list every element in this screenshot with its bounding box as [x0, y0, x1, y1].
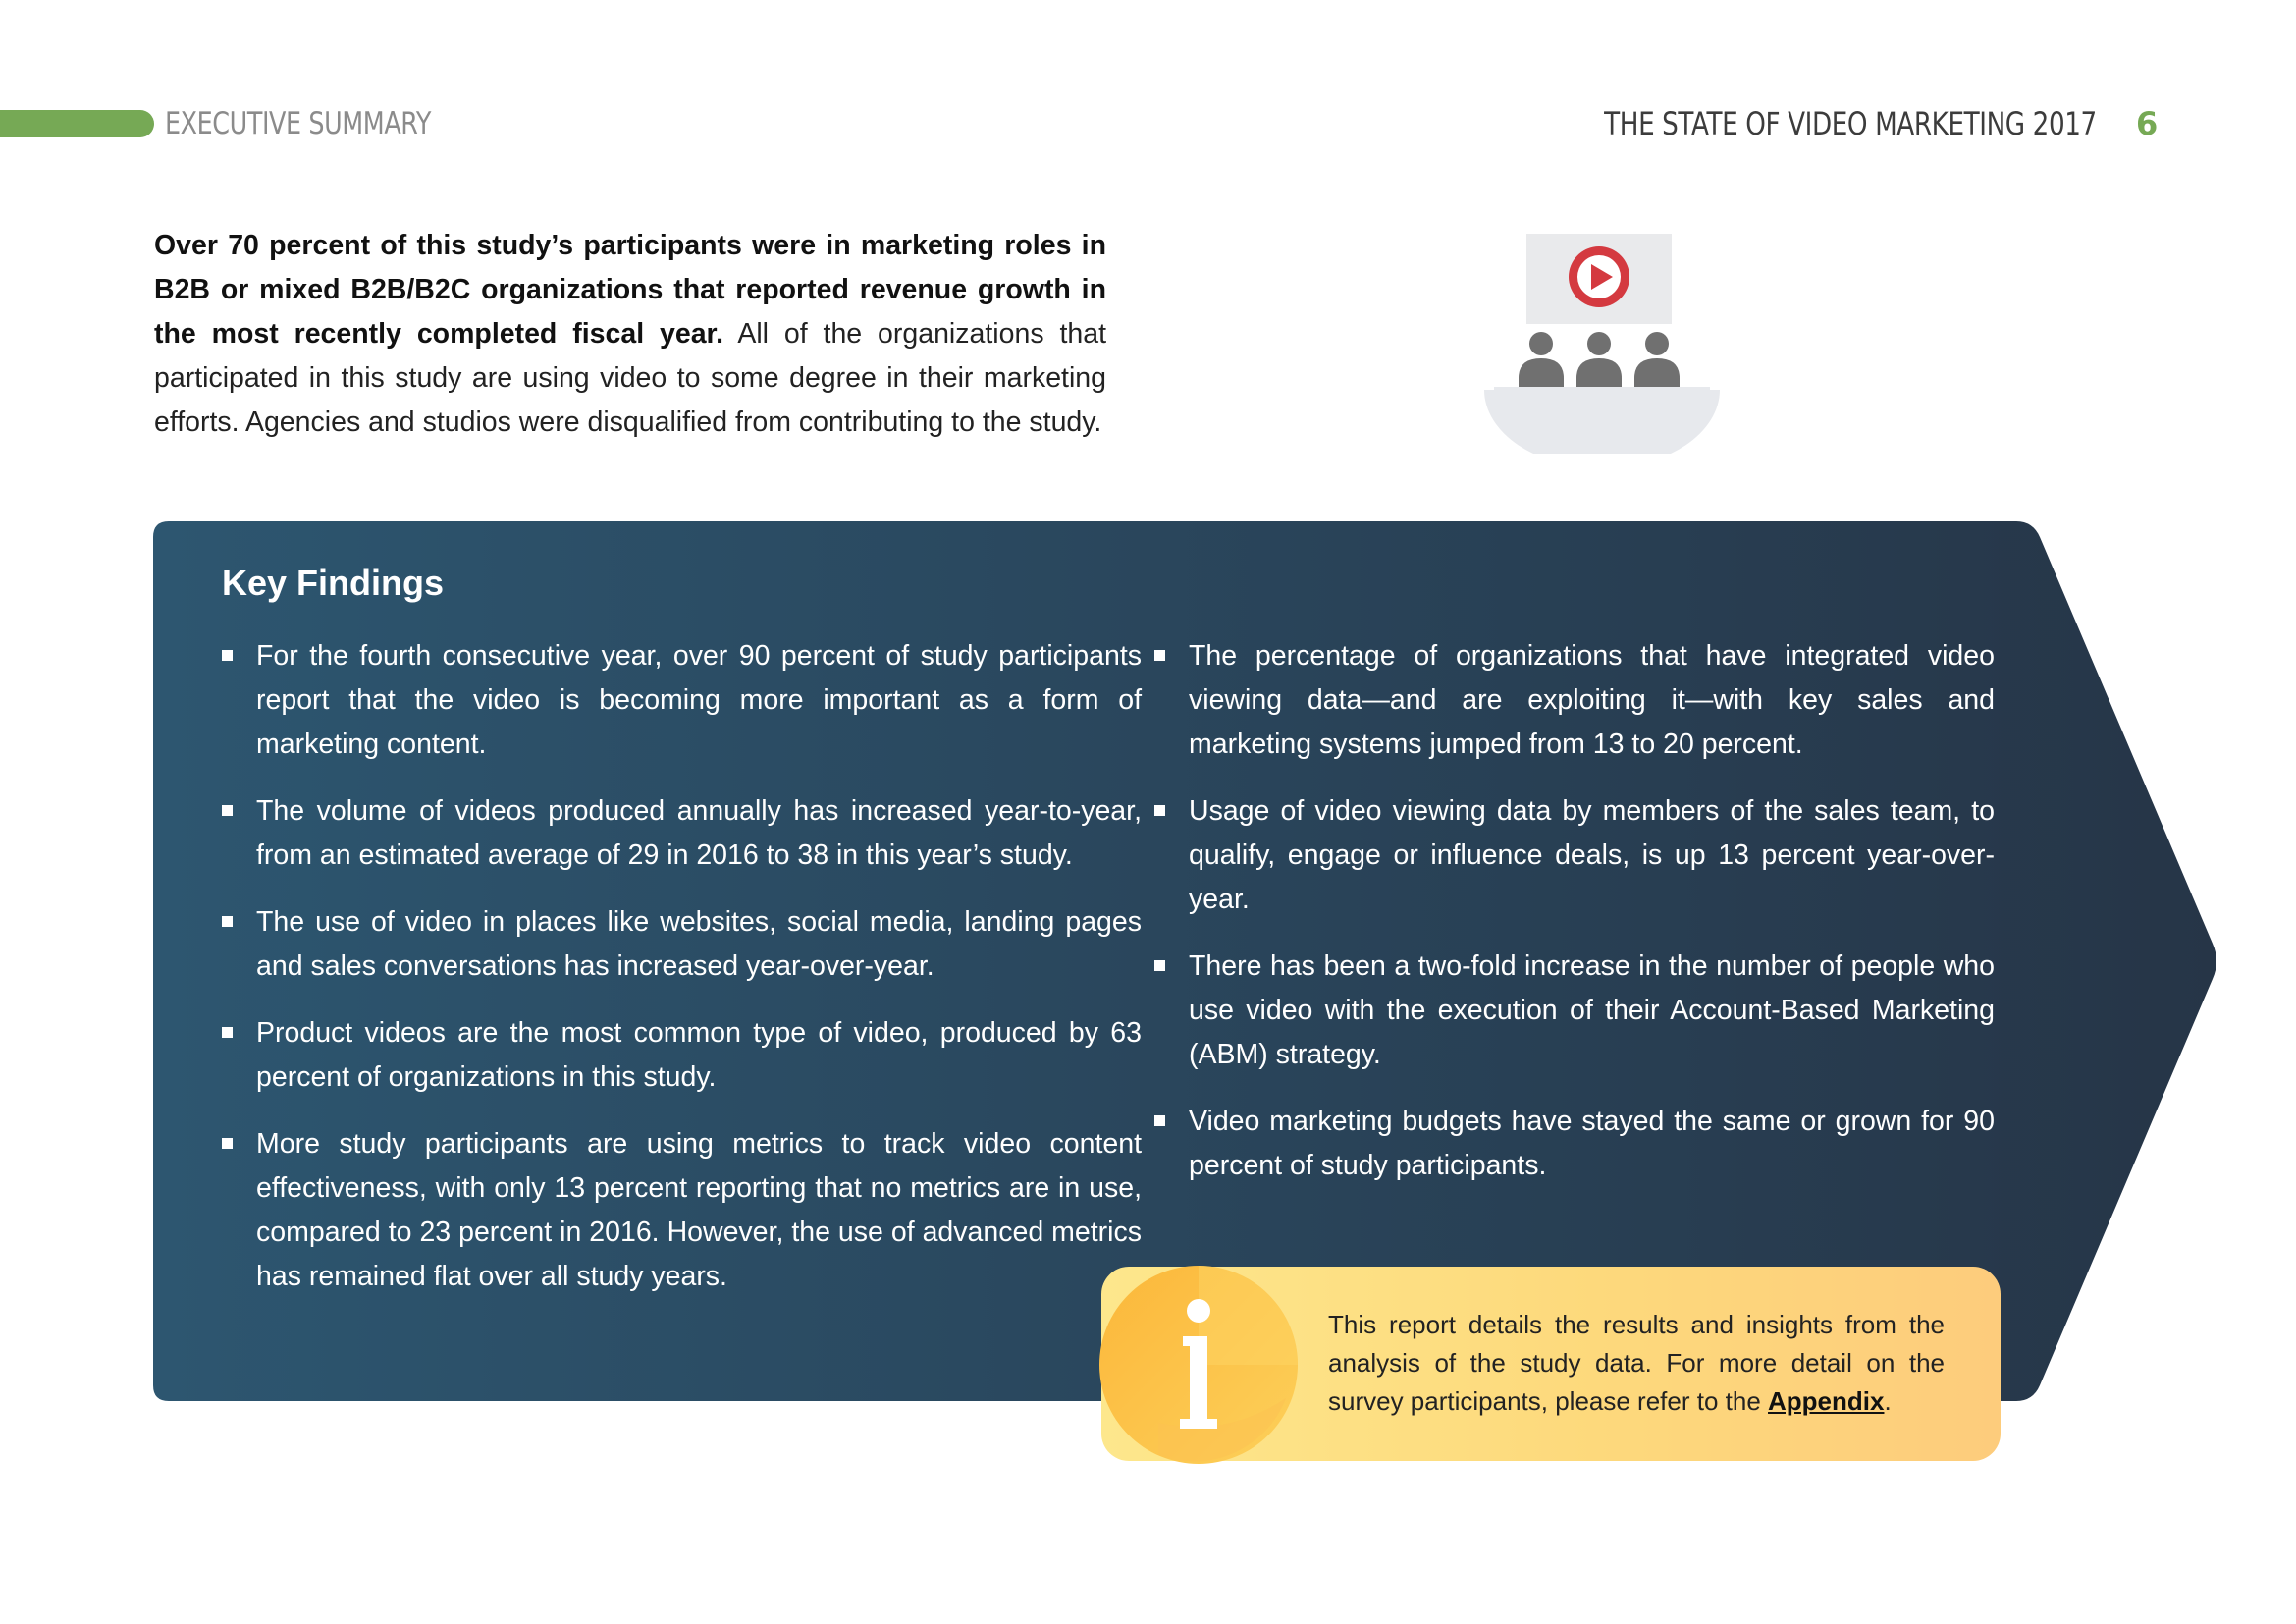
bullet-icon [222, 805, 233, 816]
bullet-icon [222, 650, 233, 661]
findings-left-column [222, 634, 1142, 1322]
bullet-icon [1154, 805, 1165, 816]
video-presentation-icon [1484, 228, 1720, 454]
bullet-icon [1154, 650, 1165, 661]
finding-item [222, 900, 1142, 989]
finding-item [1154, 634, 1995, 767]
key-findings-title: Key Findings [222, 563, 445, 603]
bullet-icon [222, 1027, 233, 1038]
finding-item [1154, 1100, 1995, 1188]
finding-text: There has been a two-fold increase in the number of people who use video with the execution of their Account-Based Marketing (ABM) strategy. [1189, 950, 1995, 1070]
bullet-icon [222, 916, 233, 927]
finding-text: The use of video in places like websites, social media, landing pages and sales conversations has increased year-over-year. [256, 906, 1142, 982]
callout-text-end: . [1884, 1386, 1892, 1416]
audience-figures [1519, 332, 1680, 391]
finding-text: More study participants are using metrics to track video content effectiveness, with only 13 percent reporting that no metrics are in use, compared to 23 percent in 2016. However, the use of advanced metrics has remained flat over all study years. [256, 1128, 1142, 1292]
finding-item [222, 1011, 1142, 1100]
intro-bold-text: Over 70 percent of this study’s participants were in marketing roles in B2B or mixed B2B/B2C organizations that reported revenue growth in the most recently completed fiscal year. [154, 230, 1106, 350]
stage-shape [1484, 390, 1720, 454]
bullet-icon [1154, 1115, 1165, 1126]
section-label: EXECUTIVE SUMMARY [165, 106, 432, 141]
appendix-link[interactable]: Appendix [1768, 1386, 1885, 1416]
intro-paragraph [154, 224, 1106, 445]
finding-item [222, 634, 1142, 767]
callout-text [1328, 1306, 1945, 1421]
finding-text: The percentage of organizations that have integrated video viewing data—and are exploiting it—with key sales and marketing systems jumped from 13 to 20 percent. [1189, 640, 1995, 760]
finding-item [222, 789, 1142, 878]
finding-text: Product videos are the most common type of video, produced by 63 percent of organizations in this study. [256, 1017, 1142, 1093]
report-title: THE STATE OF VIDEO MARKETING 2017 [1604, 105, 2097, 142]
bullet-icon [1154, 960, 1165, 971]
info-icon [1099, 1266, 1298, 1464]
bullet-icon [222, 1138, 233, 1149]
findings-right-column [1154, 634, 1995, 1211]
page-number: 6 [2136, 105, 2159, 142]
finding-text: Video marketing budgets have stayed the same or grown for 90 percent of study participants. [1189, 1106, 1995, 1181]
callout-text-body: This report details the results and insights from the analysis of the study data. For more detail on the survey participants, please refer to the [1328, 1310, 1945, 1416]
finding-text: The volume of videos produced annually has increased year-to-year, from an estimated average of 29 in 2016 to 38 in this year’s study. [256, 795, 1142, 871]
finding-item [1154, 945, 1995, 1077]
intro-regular-text: All of the organizations that participated in this study are using video to some degree in their marketing efforts. Agencies and studios were disqualified from contributing to the study. [154, 318, 1106, 438]
finding-item [1154, 789, 1995, 922]
finding-text: Usage of video viewing data by members of the sales team, to qualify, engage or influence deals, is up 13 percent year-over-year. [1189, 795, 1995, 915]
finding-text: For the fourth consecutive year, over 90 percent of study participants report that the video is becoming more important as a form of marketing content. [256, 640, 1142, 760]
finding-item [222, 1122, 1142, 1299]
header-accent-bar [0, 110, 154, 137]
